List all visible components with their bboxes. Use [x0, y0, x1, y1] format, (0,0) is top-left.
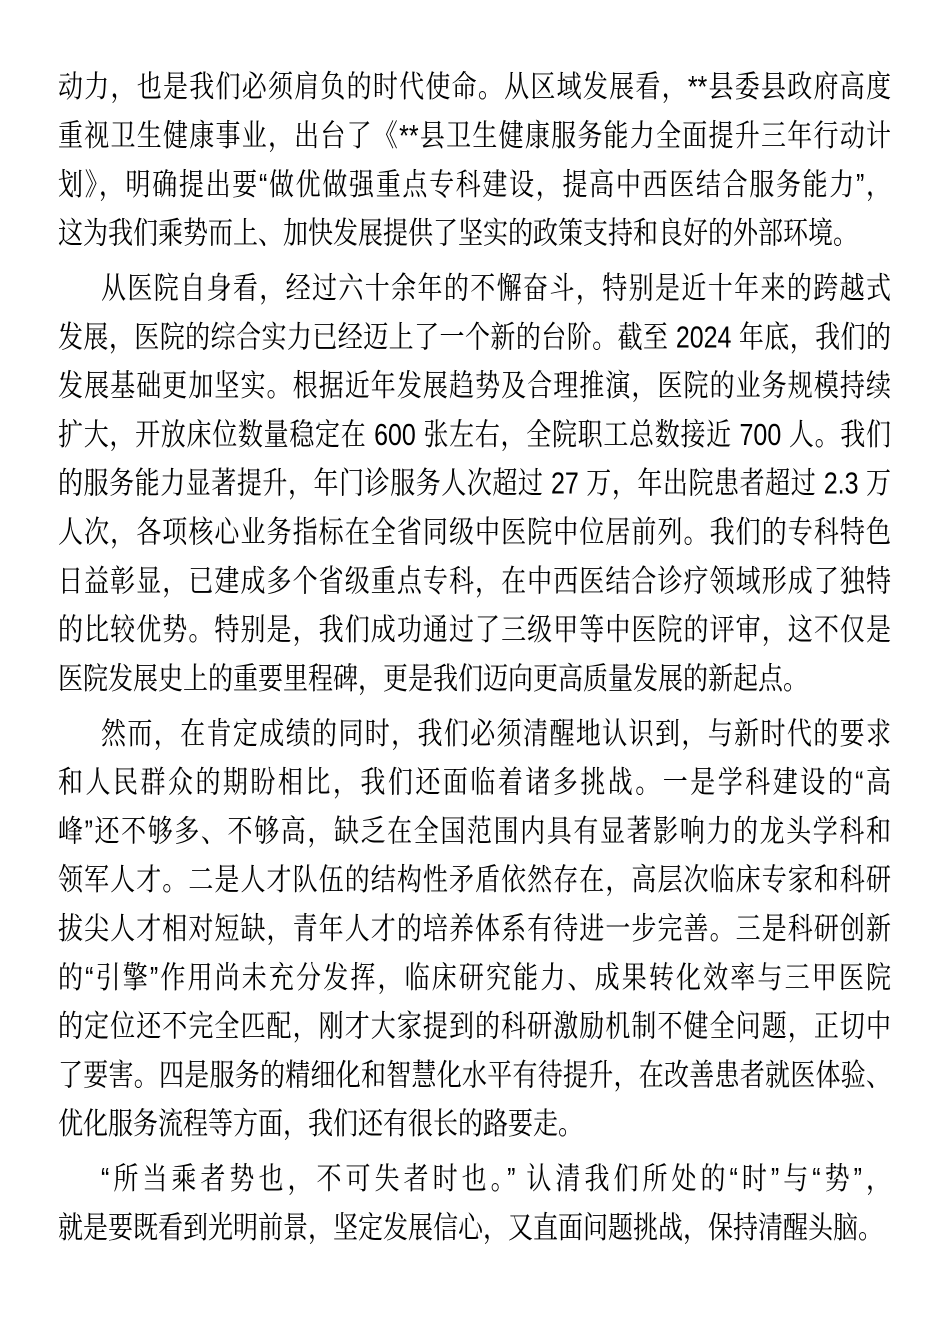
text-line: 的比较优势。特别是，我们成功通过了三级甲等中医院的评审，这不仅是	[58, 613, 891, 648]
text-line: 重视卫生健康事业，出台了《**县卫生健康服务能力全面提升三年行动计	[58, 119, 891, 154]
text-line: 的服务能力显著提升，年门诊服务人次超过 27 万，年出院患者超过 2.3 万	[58, 466, 891, 501]
paragraph	[58, 710, 891, 1149]
text-line: 就是要既看到光明前景，坚定发展信心，又直面问题挑战，保持清醒头脑。	[58, 1211, 884, 1246]
text-line: 这为我们乘势而上、加快发展提供了坚实的政策支持和良好的外部环境。	[58, 216, 859, 251]
text-line: 划》，明确提出要“做优做强重点专科建设，提高中西医结合服务能力”，	[58, 167, 891, 203]
text-line: 发展基础更加坚实。根据近年发展趋势及合理推演，医院的业务规模持续	[58, 369, 891, 404]
paragraph	[58, 63, 891, 258]
text-line: “所当乘者势也，不可失者时也。” 认清我们所处的“时”与“势”，	[101, 1162, 891, 1197]
text-line: 然而，在肯定成绩的同时，我们必须清醒地认识到，与新时代的要求	[101, 716, 891, 752]
text-line: 日益彰显，已建成多个省级重点专科，在中西医结合诊疗领域形成了独特	[58, 564, 891, 599]
paragraph	[58, 264, 891, 703]
text-line: 和人民群众的期盼相比，我们还面临着诸多挑战。一是学科建设的“高	[58, 765, 891, 800]
text-line: 领军人才。二是人才队伍的结构性矛盾依然存在，高层次临床专家和科研	[58, 863, 891, 898]
text-line: 的定位还不完全匹配，刚才大家提到的科研激励机制不健全问题，正切中	[58, 1009, 891, 1044]
text-line: 人次，各项核心业务指标在全省同级中医院中位居前列。我们的专科特色	[58, 515, 891, 550]
text-line: 动力，也是我们必须肩负的时代使命。从区域发展看，**县委县政府高度	[58, 70, 891, 105]
text-line: 的“引擎”作用尚未充分发挥，临床研究能力、成果转化效率与三甲医院	[58, 960, 891, 996]
text-line: 扩大，开放床位数量稳定在 600 张左右，全院职工总数接近 700 人。我们	[58, 418, 891, 453]
text-line: 医院发展史上的重要里程碑，更是我们迈向更高质量发展的新起点。	[58, 662, 809, 697]
text-line: 优化服务流程等方面，我们还有很长的路要走。	[58, 1107, 584, 1142]
document-body	[58, 63, 891, 1253]
paragraph	[58, 1155, 891, 1253]
text-line: 峰”还不够多、不够高，缺乏在全国范围内具有显著影响力的龙头学科和	[58, 814, 891, 849]
text-line: 发展，医院的综合实力已经迈上了一个新的台阶。截至 2024 年底，我们的	[58, 320, 891, 355]
text-line: 了要害。四是服务的精细化和智慧化水平有待提升，在改善患者就医体验、	[58, 1058, 891, 1093]
text-line: 拔尖人才相对短缺，青年人才的培养体系有待进一步完善。三是科研创新	[58, 912, 891, 947]
text-line: 从医院自身看，经过六十余年的不懈奋斗，特别是近十年来的跨越式	[101, 271, 891, 306]
